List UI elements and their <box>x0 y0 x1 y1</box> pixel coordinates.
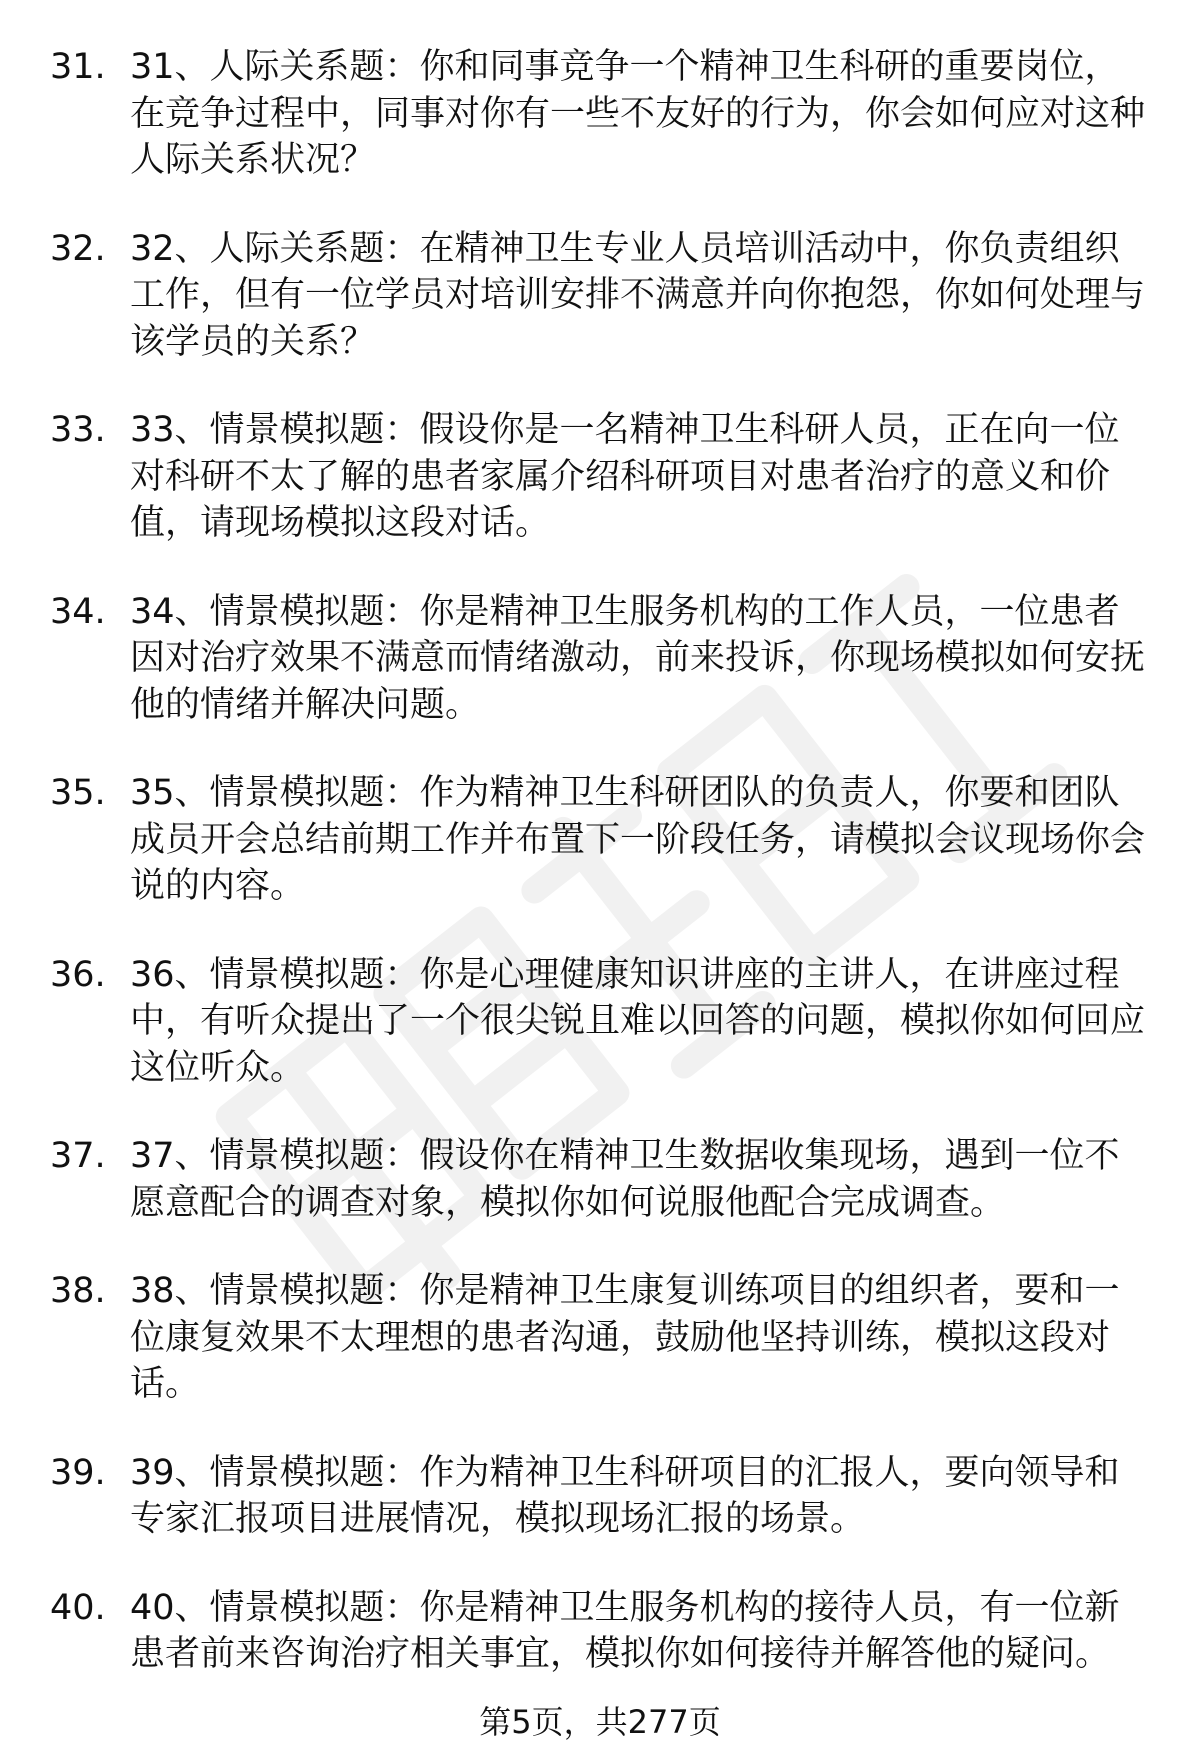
list-item <box>50 770 1150 910</box>
item-number: 39. <box>50 1452 106 1493</box>
item-text: 34、情景模拟题：你是精神卫生服务机构的工作人员，一位患者因对治疗效果不满意而情绪激动，前来投诉，你现场模拟如何安抚他的情绪并解决问题。 <box>130 591 1146 725</box>
list-item <box>50 952 1150 1092</box>
item-text: 33、情景模拟题：假设你是一名精神卫生科研人员，正在向一位对科研不太了解的患者家属介绍科研项目对患者治疗的意义和价值，请现场模拟这段对话。 <box>130 410 1120 543</box>
page-footer: 第5页，共277页 <box>479 1703 721 1741</box>
item-number: 37. <box>50 1136 106 1176</box>
item-text: 32、人际关系题：在精神卫生专业人员培训活动中，你负责组织工作，但有一位学员对培训安排不满意并向你抱怨，你如何处理与该学员的关系？ <box>130 228 1146 362</box>
item-number: 34. <box>50 591 106 632</box>
list-item <box>50 44 1150 184</box>
list-item <box>50 226 1150 366</box>
item-number: 31. <box>50 47 106 87</box>
item-text: 39、情景模拟题：作为精神卫生科研项目的汇报人，要向领导和专家汇报项目进展情况，模拟现场汇报的场景。 <box>130 1452 1120 1539</box>
item-number: 32. <box>50 228 106 269</box>
item-number: 33. <box>50 410 106 450</box>
question-list <box>50 44 1150 1720</box>
list-item <box>50 407 1150 547</box>
item-number: 36. <box>50 954 106 995</box>
list-item <box>50 1133 1150 1226</box>
item-number: 40. <box>50 1587 106 1628</box>
list-item <box>50 589 1150 729</box>
item-text: 38、情景模拟题：你是精神卫生康复训练项目的组织者，要和一位康复效果不太理想的患者沟通，鼓励他坚持训练，模拟这段对话。 <box>130 1271 1120 1404</box>
item-text: 40、情景模拟题：你是精神卫生服务机构的接待人员，有一位新患者前来咨询治疗相关事宜，模拟你如何接待并解答他的疑问。 <box>130 1587 1120 1674</box>
item-text: 36、情景模拟题：你是心理健康知识讲座的主讲人，在讲座过程中，有听众提出了一个很尖锐且难以回答的问题，模拟你如何回应这位听众。 <box>130 954 1146 1088</box>
list-item <box>50 1450 1150 1543</box>
item-text: 31、人际关系题：你和同事竞争一个精神卫生科研的重要岗位，在竞争过程中，同事对你有一些不友好的行为，你会如何应对这种人际关系状况？ <box>130 47 1146 180</box>
list-item <box>50 1268 1150 1408</box>
item-number: 35. <box>50 773 106 813</box>
list-item <box>50 1585 1150 1678</box>
item-text: 37、情景模拟题：假设你在精神卫生数据收集现场，遇到一位不愿意配合的调查对象，模拟你如何说服他配合完成调查。 <box>130 1136 1120 1223</box>
item-number: 38. <box>50 1271 106 1311</box>
item-text: 35、情景模拟题：作为精神卫生科研团队的负责人，你要和团队成员开会总结前期工作并布置下一阶段任务，请模拟会议现场你会说的内容。 <box>130 773 1146 906</box>
